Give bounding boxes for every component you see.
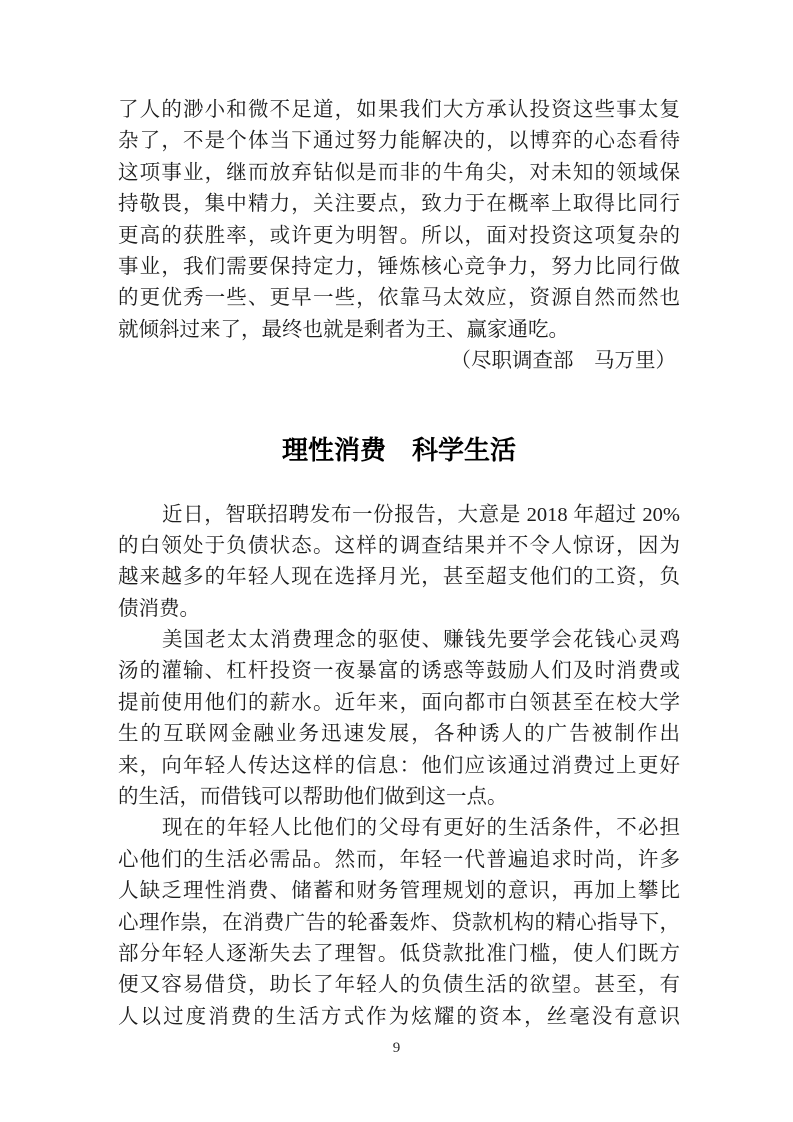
signature: （尽职调查部 马万里）: [450, 350, 676, 373]
text-line: 人缺乏理性消费、储蓄和财务管理规划的意识，再加上攀比: [118, 880, 680, 903]
text-line: 越来越多的年轻人现在选择月光，甚至超支他们的工资，负: [118, 566, 680, 589]
text-line: 的白领处于负债状态。这样的调查结果并不令人惊讶，因为: [118, 534, 680, 557]
text-line: 来，向年轻人传达这样的信息：他们应该通过消费过上更好: [118, 754, 680, 777]
text-line: 心理作祟，在消费广告的轮番轰炸、贷款机构的精心指导下，: [118, 911, 680, 934]
text-line: 便又容易借贷，助长了年轻人的负债生活的欲望。甚至，有: [118, 974, 680, 997]
text-line: 现在的年轻人比他们的父母有更好的生活条件，不必担: [162, 817, 680, 840]
text-line: 提前使用他们的薪水。近年来，面向都市白领甚至在校大学: [118, 691, 680, 714]
text-line: 生的互联网金融业务迅速发展，各种诱人的广告被制作出: [118, 723, 680, 746]
text-line: 杂了，不是个体当下通过努力能解决的，以博弈的心态看待: [118, 130, 680, 153]
text-line: 近日，智联招聘发布一份报告，大意是 2018 年超过 20%: [162, 503, 680, 526]
text-column: [118, 95, 680, 1033]
text-line: 汤的灌输、杠杆投资一夜暴富的诱惑等鼓励人们及时消费或: [118, 660, 680, 683]
text-line: 部分年轻人逐渐失去了理智。低贷款批准门槛，使人们既方: [118, 942, 680, 965]
text-line: 美国老太太消费理念的驱使、赚钱先要学会花钱心灵鸡: [162, 629, 680, 652]
text-line: 心他们的生活必需品。然而，年轻一代普遍追求时尚，许多: [118, 848, 680, 871]
text-line: 更高的获胜率，或许更为明智。所以，面对投资这项复杂的: [118, 224, 680, 247]
text-line: 的生活，而借钱可以帮助他们做到这一点。: [118, 786, 508, 809]
text-line: 了人的渺小和微不足道，如果我们大方承认投资这些事太复: [118, 99, 680, 121]
article-title: 理性消费 科学生活: [281, 434, 516, 465]
text-line: 这项事业，继而放弃钻似是而非的牛角尖，对未知的领域保: [118, 161, 680, 184]
text-line: 持敬畏，集中精力，关注要点，致力于在概率上取得比同行: [118, 193, 680, 216]
text-line: 就倾斜过来了，最终也就是剩者为王、赢家通吃。: [118, 318, 569, 341]
text-line: 的更优秀一些、更早一些，依靠马太效应，资源自然而然也: [118, 287, 680, 310]
text-line: 事业，我们需要保持定力，锤炼核心竞争力，努力比同行做: [118, 255, 680, 278]
text-line: 债消费。: [118, 597, 200, 620]
text-line: 人以过度消费的生活方式作为炫耀的资本，丝毫没有意识: [118, 1005, 680, 1028]
page-number: 9: [392, 1040, 401, 1056]
